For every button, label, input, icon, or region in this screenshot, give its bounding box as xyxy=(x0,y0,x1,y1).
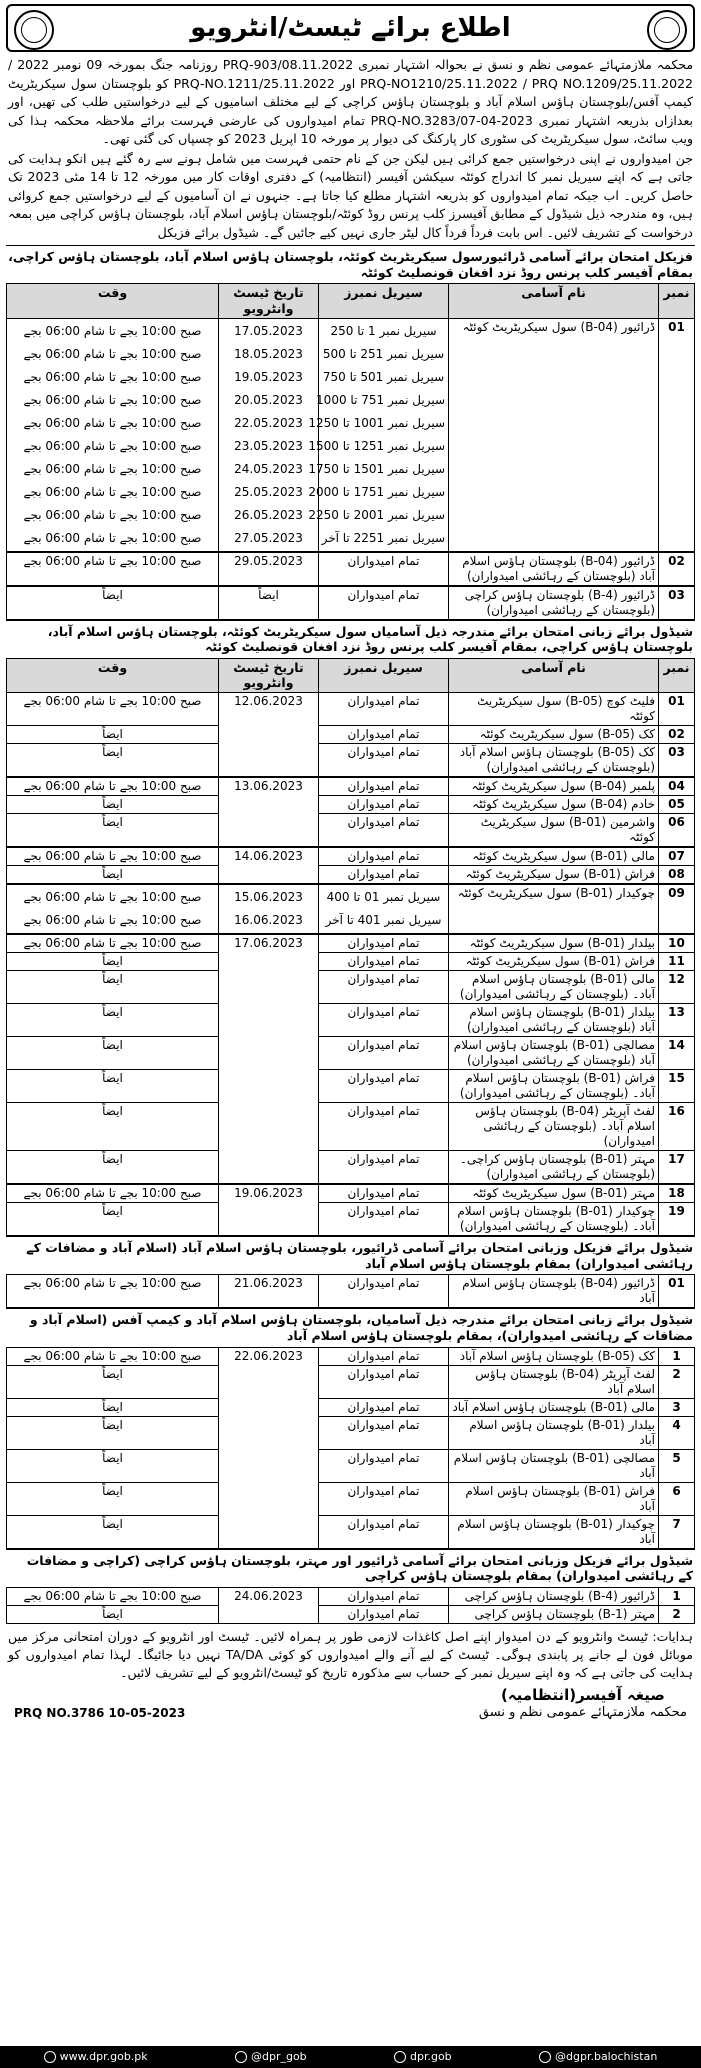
post-name: کک (B-05) سول سیکریٹریٹ کوئٹہ xyxy=(449,726,659,744)
test-date: 22.06.2023 xyxy=(219,1347,319,1548)
test-date: ایضاً xyxy=(219,586,319,620)
serial-range: تمام امیدواران xyxy=(319,1151,449,1185)
table-row xyxy=(7,814,695,848)
serial-range: تمام امیدواران xyxy=(319,1103,449,1151)
serial-range: تمام امیدواران xyxy=(319,1037,449,1070)
row-number: 16 xyxy=(659,1103,695,1151)
section-heading: شیڈول برائے زبانی امتحان برائے مندرجہ ذیل آسامیاں سول سیکریٹریٹ کوئٹہ، بلوچستان ہاؤس اسلام آباد، بلوچستان ہاؤس کراچی، بمقام آفیسر کلب پرنس روڈ نزد افغان قونصلیٹ کوئٹہ xyxy=(6,620,695,658)
row-number: 05 xyxy=(659,796,695,814)
serial-range: تمام امیدواران xyxy=(319,1515,449,1548)
test-date: 20.05.2023 xyxy=(234,392,303,407)
post-name: چوکیدار (B-01) بلوچستان ہاؤس اسلام آباد۔ (بلوچستان کے رہائشی امیدواران) xyxy=(449,1203,659,1236)
test-time: صبح 10:00 بجے تا شام 06:00 بجے xyxy=(7,847,219,866)
test-time: صبح 10:00 بجے تا شام 06:00 بجے xyxy=(7,693,219,726)
test-time: ایضاً xyxy=(7,1103,219,1151)
table-row xyxy=(7,318,695,552)
post-name: فراش (B-01) بلوچستان ہاؤس اسلام آباد۔ (بلوچستان کے رہائشی امیدواران) xyxy=(449,1070,659,1103)
serial-range: سیریل نمبر 2251 تا آخر xyxy=(321,530,445,545)
test-date: 16.06.2023 xyxy=(234,913,303,927)
test-time: صبح 10:00 بجے تا شام 06:00 بجے xyxy=(23,507,202,522)
col-header-serial: سیریل نمبرز xyxy=(319,284,449,318)
serial-range: تمام امیدواران xyxy=(319,796,449,814)
table-row xyxy=(7,866,695,885)
row-number: 14 xyxy=(659,1037,695,1070)
table-row xyxy=(7,1275,695,1308)
test-date-list xyxy=(219,318,319,552)
test-time: صبح 10:00 بجے تا شام 06:00 بجے xyxy=(23,484,202,499)
row-number: 10 xyxy=(659,934,695,953)
signatory-title: صیغہ آفیسر(انتظامیہ) xyxy=(501,1686,665,1705)
post-name: ڈرائیور (B-04) سول سیکریٹریٹ کوئٹہ xyxy=(449,318,659,552)
table-row xyxy=(7,1398,695,1416)
row-number: 3 xyxy=(659,1398,695,1416)
post-name: مالی (B-01) سول سیکریٹریٹ کوئٹہ xyxy=(449,847,659,866)
schedule-table-interview xyxy=(6,658,695,1236)
post-name: مصالچی (B-01) بلوچستان ہاؤس اسلام آباد (بلوچستان کے رہائشی امیدواران) xyxy=(449,1037,659,1070)
test-time: ایضاً xyxy=(7,1037,219,1070)
test-date: 15.06.2023 xyxy=(234,890,303,904)
website-link[interactable]: www.dpr.gob.pk xyxy=(44,2050,148,2064)
row-number: 13 xyxy=(659,1004,695,1037)
table-row xyxy=(7,1347,695,1365)
serial-range: تمام امیدواران xyxy=(319,1070,449,1103)
serial-range: تمام امیدواران xyxy=(319,1203,449,1236)
schedule-table-islamabad-driver xyxy=(6,1274,695,1308)
serial-range: سیریل نمبر 251 تا 500 xyxy=(322,346,445,361)
test-date: 17.05.2023 xyxy=(234,323,303,338)
post-name: مہتر (B-01) سول سیکریٹریٹ کوئٹہ xyxy=(449,1184,659,1203)
test-date: 24.05.2023 xyxy=(234,461,303,476)
test-date: 26.05.2023 xyxy=(234,507,303,522)
table-row xyxy=(7,884,695,934)
serial-range: سیریل نمبر 501 تا 750 xyxy=(322,369,445,384)
col-header-date: تاریخ ٹیسٹ وانٹرویو xyxy=(219,284,319,318)
instructions-text: ہدایات: ٹیسٹ وانٹرویو کے دن امیدوار اپنے اصل کاغذات لازمی طور پر ہمراہ لائیں۔ ٹیسٹ اور انٹرویو کے دوران امتحانی مرکز میں موبائل فون لے جانے پر پابندی ہوگی۔ ٹیسٹ کے لیے آنے والے امیدواروں کو کوئی TA/DA نہیں دیا جائیگا۔ لہذا تمام امیدواروں کو ہدایت کی جاتی ہے کہ وہ اپنے سیریل نمبر کے حساب سے مذکورہ تاریخ کو ٹیسٹ/انٹرویو کے لیے تشریف لائیں۔ xyxy=(8,1628,693,1680)
prq-number: PRQ NO.3786 10-05-2023 xyxy=(14,1706,186,1721)
row-number: 01 xyxy=(659,1275,695,1308)
test-time: ایضاً xyxy=(7,866,219,885)
table-row xyxy=(7,1103,695,1151)
post-name: مصالچی (B-01) بلوچستان ہاؤس اسلام آباد xyxy=(449,1449,659,1482)
test-date: 12.06.2023 xyxy=(219,693,319,778)
table-row xyxy=(7,744,695,778)
test-date: 14.06.2023 xyxy=(219,847,319,884)
test-time: صبح 10:00 بجے تا شام 06:00 بجے xyxy=(7,1275,219,1308)
signature-block xyxy=(6,1686,695,1721)
table-row xyxy=(7,1070,695,1103)
test-date: 25.05.2023 xyxy=(234,484,303,499)
test-time: ایضاً xyxy=(7,726,219,744)
serial-range: تمام امیدواران xyxy=(319,1449,449,1482)
col-header-post: نام آسامی xyxy=(449,658,659,692)
post-name: فلیٹ کوچ (B-05) سول سیکریٹریٹ کوئٹہ xyxy=(449,693,659,726)
serial-range-list xyxy=(308,318,449,552)
schedule-table-karachi xyxy=(6,1587,695,1624)
instagram-link[interactable]: @dgpr.balochistan xyxy=(539,2050,657,2064)
facebook-icon xyxy=(394,2051,406,2063)
serial-range: تمام امیدواران xyxy=(319,586,449,620)
row-number: 18 xyxy=(659,1184,695,1203)
social-bar xyxy=(0,2046,701,2068)
post-name: مالی (B-01) بلوچستان ہاؤس اسلام آباد۔ (بلوچستان کے رہائشی امیدواران) xyxy=(449,971,659,1004)
notice-header xyxy=(6,4,695,52)
intro-text xyxy=(6,52,695,245)
serial-range: تمام امیدواران xyxy=(319,847,449,866)
test-time: صبح 10:00 بجے تا شام 06:00 بجے xyxy=(7,1347,219,1365)
post-name: فراش (B-01) سول سیکریٹریٹ کوئٹہ xyxy=(449,953,659,971)
intro-paragraph: محکمہ ملازمتہائے عمومی نظم و نسق نے بحوالہ اشتہار نمبری PRQ-903/08.11.2022 روزنامہ جنگ بمورخہ 09 نومبر 2022 / PRQ-NO1210/25.11.2022 / PRQ NO.1209/25.11.2022 اور PRQ-NO.1211/25.11.2022 کو بلوچستان سول سیکریٹریٹ کیمپ آفس/بلوچستان ہاؤس اسلام آباد و بلوچستان ہاؤس کراچی کے لیے مختلف اسامیوں کے لیے درخواستیں طلب کی تھیں، اور بعدازاں بذریعہ اشتہار نمبری PRQ-NO.3283/07-04-2023 تمام امیدواروں کی عارضی فہرست برائے ملاحظہ محکمہ ہذا کی ویب سائٹ، سول سیکریٹریٹ کی سٹوری کار پارکنگ کی دیوار پر مورخہ 10 اپریل 2023 کو چسپاں کی گئی تھی۔ xyxy=(8,57,694,146)
test-time: ایضاً xyxy=(7,1515,219,1548)
serial-range: تمام امیدواران xyxy=(319,777,449,796)
post-name: فراش (B-01) سول سیکریٹریٹ کوئٹہ xyxy=(449,866,659,885)
row-number: 03 xyxy=(659,586,695,620)
serial-range: تمام امیدواران xyxy=(319,1398,449,1416)
instagram-icon xyxy=(539,2051,551,2063)
test-time: ایضاً xyxy=(7,1449,219,1482)
globe-icon xyxy=(44,2051,56,2063)
serial-range: تمام امیدواران xyxy=(319,934,449,953)
row-number: 07 xyxy=(659,847,695,866)
test-time: صبح 10:00 بجے تا شام 06:00 بجے xyxy=(23,369,202,384)
table-row xyxy=(7,1151,695,1185)
test-time: صبح 10:00 بجے تا شام 06:00 بجے xyxy=(23,461,202,476)
col-header-time: وقت xyxy=(7,658,219,692)
table-row xyxy=(7,1482,695,1515)
test-time: صبح 10:00 بجے تا شام 06:00 بجے xyxy=(23,438,202,453)
test-date: 24.06.2023 xyxy=(219,1587,319,1623)
test-date: 19.06.2023 xyxy=(219,1184,319,1236)
test-time: ایضاً xyxy=(7,1004,219,1037)
row-number: 03 xyxy=(659,744,695,778)
signatory xyxy=(479,1686,687,1721)
test-time: ایضاً xyxy=(7,796,219,814)
row-number: 5 xyxy=(659,1449,695,1482)
serial-range: سیریل نمبر 401 تا آخر xyxy=(325,913,442,927)
schedule-table-islamabad-interview xyxy=(6,1347,695,1549)
table-row xyxy=(7,777,695,796)
serial-range: سیریل نمبر 1 تا 250 xyxy=(330,323,437,338)
table-row xyxy=(7,1037,695,1070)
serial-range: سیریل نمبر 2001 تا 2250 xyxy=(308,507,445,522)
test-date: 21.06.2023 xyxy=(219,1275,319,1308)
col-header-date: تاریخ ٹیسٹ وانٹرویو xyxy=(219,658,319,692)
table-row xyxy=(7,552,695,586)
serial-range: تمام امیدواران xyxy=(319,866,449,885)
test-time-list xyxy=(7,318,219,552)
row-number: 01 xyxy=(659,693,695,726)
serial-range: تمام امیدواران xyxy=(319,971,449,1004)
test-date: 18.05.2023 xyxy=(234,346,303,361)
post-name: ڈرائیور (B-4) بلوچستان ہاؤس کراچی xyxy=(449,1587,659,1605)
table-row xyxy=(7,1004,695,1037)
row-number: 06 xyxy=(659,814,695,848)
test-time: ایضاً xyxy=(7,953,219,971)
row-number: 08 xyxy=(659,866,695,885)
row-number: 17 xyxy=(659,1151,695,1185)
table-row xyxy=(7,934,695,953)
test-date: 29.05.2023 xyxy=(219,552,319,586)
table-row xyxy=(7,1449,695,1482)
row-number: 2 xyxy=(659,1365,695,1398)
section-heading: شیڈول برائے فزیکل وزبانی امتحان برائے آسامی ڈرائیور، بلوچستان ہاؤس اسلام آباد (اسلام آباد و مضافات کے رہائشی امیدواران) بمقام بلوچستان ہاؤس اسلام آباد xyxy=(6,1236,695,1274)
post-name: چوکیدار (B-01) سول سیکریٹریٹ کوئٹہ xyxy=(449,884,659,934)
col-header-time: وقت xyxy=(7,284,219,318)
test-time: صبح 10:00 بجے تا شام 06:00 بجے xyxy=(23,530,202,545)
row-number: 19 xyxy=(659,1203,695,1236)
signatory-department: محکمہ ملازمتہائے عمومی نظم و نسق xyxy=(478,1704,687,1720)
row-number: 11 xyxy=(659,953,695,971)
serial-range: تمام امیدواران xyxy=(319,1004,449,1037)
twitter-icon xyxy=(235,2051,247,2063)
post-name: مالی (B-01) بلوچستان ہاؤس اسلام آباد xyxy=(449,1398,659,1416)
serial-range: تمام امیدواران xyxy=(319,1347,449,1365)
government-seal-icon xyxy=(647,10,687,50)
table-row xyxy=(7,1587,695,1605)
test-time: ایضاً xyxy=(7,1398,219,1416)
post-name: مہتر (B-01) بلوچستان ہاؤس کراچی۔ (بلوچستان کے رہائشی امیدواران) xyxy=(449,1151,659,1185)
col-header-no: نمبر xyxy=(659,284,695,318)
row-number: 12 xyxy=(659,971,695,1004)
row-number: 02 xyxy=(659,552,695,586)
post-name: لفٹ آپریٹر (B-04) بلوچستان ہاؤس اسلام آباد۔ (بلوچستان کے رہائشی امیدواران) xyxy=(449,1103,659,1151)
col-header-serial: سیریل نمبرز xyxy=(319,658,449,692)
post-name: چوکیدار (B-01) بلوچستان ہاؤس اسلام آباد xyxy=(449,1515,659,1548)
post-name: کک (B-05) بلوچستان ہاؤس اسلام آباد xyxy=(449,1347,659,1365)
serial-range: تمام امیدواران xyxy=(319,1184,449,1203)
test-time-list xyxy=(7,884,219,934)
test-time: صبح 10:00 بجے تا شام 06:00 بجے xyxy=(23,913,202,927)
post-name: ڈرائیور (B-04) بلوچستان ہاؤس اسلام آباد (بلوچستان کے رہائشی امیدواران) xyxy=(449,552,659,586)
test-time: ایضاً xyxy=(7,1605,219,1623)
post-name: لفٹ آپریٹر (B-04) بلوچستان ہاؤس اسلام آباد xyxy=(449,1365,659,1398)
row-number: 01 xyxy=(659,318,695,552)
serial-range: تمام امیدواران xyxy=(319,814,449,848)
table-row xyxy=(7,971,695,1004)
serial-range: تمام امیدواران xyxy=(319,1482,449,1515)
table-row xyxy=(7,1605,695,1623)
schedule-table-physical xyxy=(6,283,695,619)
table-row xyxy=(7,1515,695,1548)
test-time: ایضاً xyxy=(7,1365,219,1398)
test-time: صبح 10:00 بجے تا شام 06:00 بجے xyxy=(7,934,219,953)
row-number: 1 xyxy=(659,1347,695,1365)
test-date: 27.05.2023 xyxy=(234,530,303,545)
table-row xyxy=(7,953,695,971)
serial-range: تمام امیدواران xyxy=(319,744,449,778)
test-time: ایضاً xyxy=(7,1482,219,1515)
test-time: ایضاً xyxy=(7,744,219,778)
table-row xyxy=(7,1365,695,1398)
post-name: بیلدار (B-01) بلوچستان ہاؤس اسلام آباد xyxy=(449,1416,659,1449)
table-row xyxy=(7,796,695,814)
test-date: 23.05.2023 xyxy=(234,438,303,453)
test-date-list xyxy=(219,884,319,934)
serial-range: تمام امیدواران xyxy=(319,693,449,726)
row-number: 4 xyxy=(659,1416,695,1449)
row-number: 15 xyxy=(659,1070,695,1103)
serial-range: تمام امیدواران xyxy=(319,1605,449,1623)
test-time: ایضاً xyxy=(7,1416,219,1449)
table-row xyxy=(7,586,695,620)
intro-paragraph: جن امیدواروں نے اپنی درخواستیں جمع کرائی ہیں لیکن جن کے نام حتمی فہرست میں شامل ہونے سے رہ گئے ہیں انکو ہدایت کی جاتی ہے کہ اپنے سیریل نمبر کا اندراج کوئٹہ سیکشن آفیسر (انتظامیہ) کے دفتری اوقات کار میں مورخہ 12 تا 14 مئی 2023 تک حاصل کریں۔ اب جبکہ تمام امیدواروں کو بذریعہ اشتہار مطلع کیا جاتا ہے۔ جنہوں نے ان آسامیوں کے لیے درخواستیں جمع کروائی ہیں، وہ مندرجہ ذیل شیڈول کے مطابق آفیسرز کلب پرنس روڈ کوئٹہ/بلوچستان ہاؤس اسلام آباد، بلوچستان ہاؤس کراچی میں بمعہ درخواست کے تشریف لائیں۔ اس بابت فرداً فرداً کال لیٹر جاری نہیں کیے جائیں گے۔ شیڈول برائے فزیکل xyxy=(8,150,693,240)
post-name: کک (B-05) بلوچستان ہاؤس اسلام آباد (بلوچستان کے رہائشی امیدواران) xyxy=(449,744,659,778)
test-time: ایضاً xyxy=(7,1151,219,1185)
test-time: صبح 10:00 بجے تا شام 06:00 بجے xyxy=(7,552,219,586)
twitter-link[interactable]: @dpr_gob xyxy=(235,2050,307,2064)
row-number: 02 xyxy=(659,726,695,744)
notice-title: اطلاع برائے ٹیسٹ/انٹرویو xyxy=(190,12,511,43)
facebook-link[interactable]: dpr.gob xyxy=(394,2050,452,2064)
post-name: فراش (B-01) بلوچستان ہاؤس اسلام آباد xyxy=(449,1482,659,1515)
test-date: 13.06.2023 xyxy=(219,777,319,847)
row-number: 09 xyxy=(659,884,695,934)
test-time: صبح 10:00 بجے تا شام 06:00 بجے xyxy=(7,1184,219,1203)
test-time: صبح 10:00 بجے تا شام 06:00 بجے xyxy=(7,777,219,796)
serial-range-list xyxy=(319,884,449,934)
test-time: صبح 10:00 بجے تا شام 06:00 بجے xyxy=(23,323,202,338)
serial-range: تمام امیدواران xyxy=(319,726,449,744)
post-name: بیلدار (B-01) سول سیکریٹریٹ کوئٹہ xyxy=(449,934,659,953)
test-time: ایضاً xyxy=(7,971,219,1004)
serial-range: سیریل نمبر 1501 تا 1750 xyxy=(308,461,445,476)
test-time: ایضاً xyxy=(7,1070,219,1103)
serial-range: تمام امیدواران xyxy=(319,1416,449,1449)
serial-range: سیریل نمبر 1001 تا 1250 xyxy=(308,415,445,430)
section-heading: فزیکل امتحان برائے آسامی ڈرائیورسول سیکریٹریٹ کوئٹہ، بلوچستان ہاؤس اسلام آباد، بلوچستان ہاؤس کراچی، بمقام آفیسر کلب پرنس روڈ نزد افغان قونصلیٹ کوئٹہ xyxy=(6,245,695,283)
test-time: صبح 10:00 بجے تا شام 06:00 بجے xyxy=(23,392,202,407)
test-date: 22.05.2023 xyxy=(234,415,303,430)
test-time: ایضاً xyxy=(7,814,219,848)
section-heading: شیڈول برائے فزیکل وزبانی امتحان برائے آسامی ڈرائیور اور مہتر، بلوچستان ہاؤس کراچی (کراچی و مضافات کے رہائشی امیدواران) بمقام بلوچستان ہاؤس کراچی xyxy=(6,1549,695,1587)
post-name: بیلدار (B-01) بلوچستان ہاؤس اسلام آباد (بلوچستان کے رہائشی امیدواران) xyxy=(449,1004,659,1037)
table-row xyxy=(7,726,695,744)
serial-range: سیریل نمبر 751 تا 1000 xyxy=(316,392,445,407)
post-name: ڈرائیور (B-4) بلوچستان ہاؤس کراچی (بلوچستان کے رہائشی امیدواران) xyxy=(449,586,659,620)
table-row xyxy=(7,1203,695,1236)
post-name: پلمبر (B-04) سول سیکریٹریٹ کوئٹہ xyxy=(449,777,659,796)
post-name: خادم (B-04) سول سیکریٹریٹ کوئٹہ xyxy=(449,796,659,814)
test-time: ایضاً xyxy=(7,1203,219,1236)
test-date: 19.05.2023 xyxy=(234,369,303,384)
row-number: 2 xyxy=(659,1605,695,1623)
serial-range: تمام امیدواران xyxy=(319,552,449,586)
serial-range: تمام امیدواران xyxy=(319,953,449,971)
table-row xyxy=(7,693,695,726)
post-name: واشرمین (B-01) سول سیکریٹریٹ کوئٹہ xyxy=(449,814,659,848)
test-date: 17.06.2023 xyxy=(219,934,319,1184)
test-time: صبح 10:00 بجے تا شام 06:00 بجے xyxy=(23,890,202,904)
section-heading: شیڈول برائے زبانی امتحان برائے مندرجہ ذیل آسامیاں، بلوچستان ہاؤس اسلام آباد و کیمپ آفس (اسلام آباد و مضافات کے رہائشی امیدواران)، بمقام بلوچستان ہاؤس اسلام آباد xyxy=(6,1308,695,1346)
serial-range: تمام امیدواران xyxy=(319,1587,449,1605)
test-time: صبح 10:00 بجے تا شام 06:00 بجے xyxy=(7,1587,219,1605)
table-row xyxy=(7,1416,695,1449)
test-time: ایضاً xyxy=(7,586,219,620)
government-seal-icon xyxy=(14,10,54,50)
table-row xyxy=(7,847,695,866)
serial-range: تمام امیدواران xyxy=(319,1275,449,1308)
row-number: 04 xyxy=(659,777,695,796)
post-name: مہتر (B-1) بلوچستان ہاؤس کراچی xyxy=(449,1605,659,1623)
row-number: 7 xyxy=(659,1515,695,1548)
serial-range: سیریل نمبر 1751 تا 2000 xyxy=(308,484,445,499)
row-number: 1 xyxy=(659,1587,695,1605)
test-time: صبح 10:00 بجے تا شام 06:00 بجے xyxy=(23,346,202,361)
col-header-no: نمبر xyxy=(659,658,695,692)
test-time: صبح 10:00 بجے تا شام 06:00 بجے xyxy=(23,415,202,430)
post-name: ڈرائیور (B-04) بلوچستان ہاؤس اسلام آباد xyxy=(449,1275,659,1308)
serial-range: سیریل نمبر 1251 تا 1500 xyxy=(308,438,445,453)
serial-range: تمام امیدواران xyxy=(319,1365,449,1398)
table-row xyxy=(7,1184,695,1203)
row-number: 6 xyxy=(659,1482,695,1515)
col-header-post: نام آسامی xyxy=(449,284,659,318)
serial-range: سیریل نمبر 01 تا 400 xyxy=(326,890,441,904)
